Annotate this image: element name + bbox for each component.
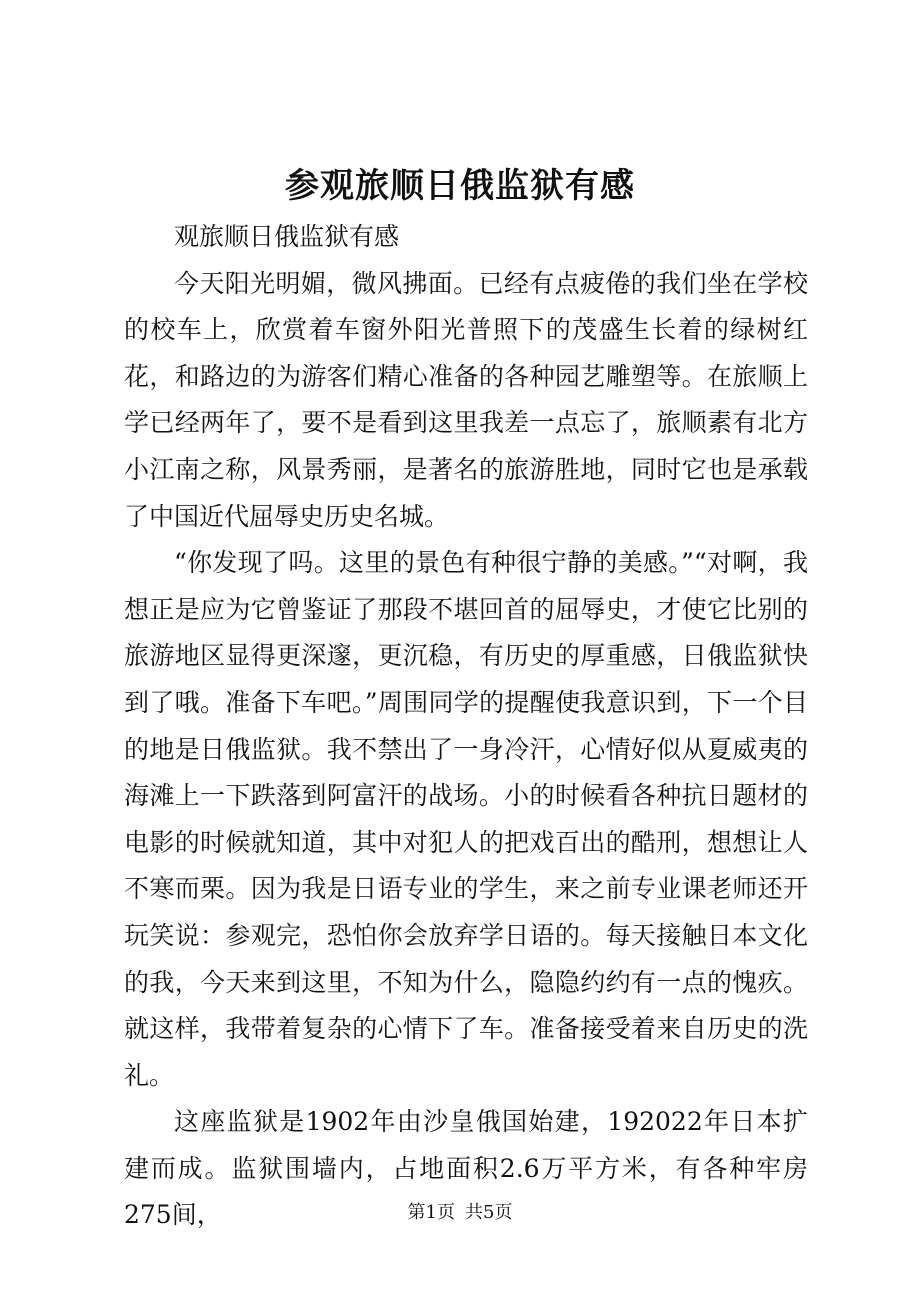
document-body <box>124 214 808 1239</box>
paragraph-1: 今天阳光明媚，微风拂面。已经有点疲倦的我们坐在学校的校车上，欣赏着车窗外阳光普照下的茂盛生长着的绿树红花，和路边的为游客们精心准备的各种园艺雕塑等。在旅顺上学已经两年了，要不是看到这里我差一点忘了，旅顺素有北方小江南之称，风景秀丽，是著名的旅游胜地，同时它也是承载了中国近代屈辱史历史名城。 <box>124 268 808 531</box>
page-footer <box>0 1200 920 1226</box>
subtitle-paragraph: 观旅顺日俄监狱有感 <box>174 222 400 251</box>
document-title: 参观旅顺日俄监狱有感 <box>285 166 635 206</box>
paragraph-2: “你发现了吗。这里的景色有种很宁静的美感。”“对啊，我想正是应为它曾鉴证了那段不堪回首的屈辱史，才使它比别的旅游地区显得更深邃，更沉稳，有历史的厚重感，日俄监狱快到了哦。准备下车吧。”周围同学的提醒使我意识到，下一个目的地是日俄监狱。我不禁出了一身冷汗，心情好似从夏威夷的海滩上一下跌落到阿富汗的战场。小的时候看各种抗日题材的电影的时候就知道，其中对犯人的把戏百出的酷刑，想想让人不寒而栗。因为我是日语专业的学生，来之前专业课老师还开玩笑说：参观完，恐怕你会放弃学日语的。每天接触日本文化的我，今天来到这里，不知为什么，隐隐约约有一点的愧疚。就这样，我带着复杂的心情下了车。准备接受着来自历史的洗礼。 <box>124 548 808 1090</box>
page-number-total: 共5页 <box>465 1202 513 1223</box>
paragraph-3: 这座监狱是1902年由沙皇俄国始建，192022年日本扩建而成。监狱围墙内，占地面积2.6万平方米，有各种牢房275间， <box>124 1107 808 1230</box>
page-number-current: 第1页 <box>407 1202 455 1223</box>
